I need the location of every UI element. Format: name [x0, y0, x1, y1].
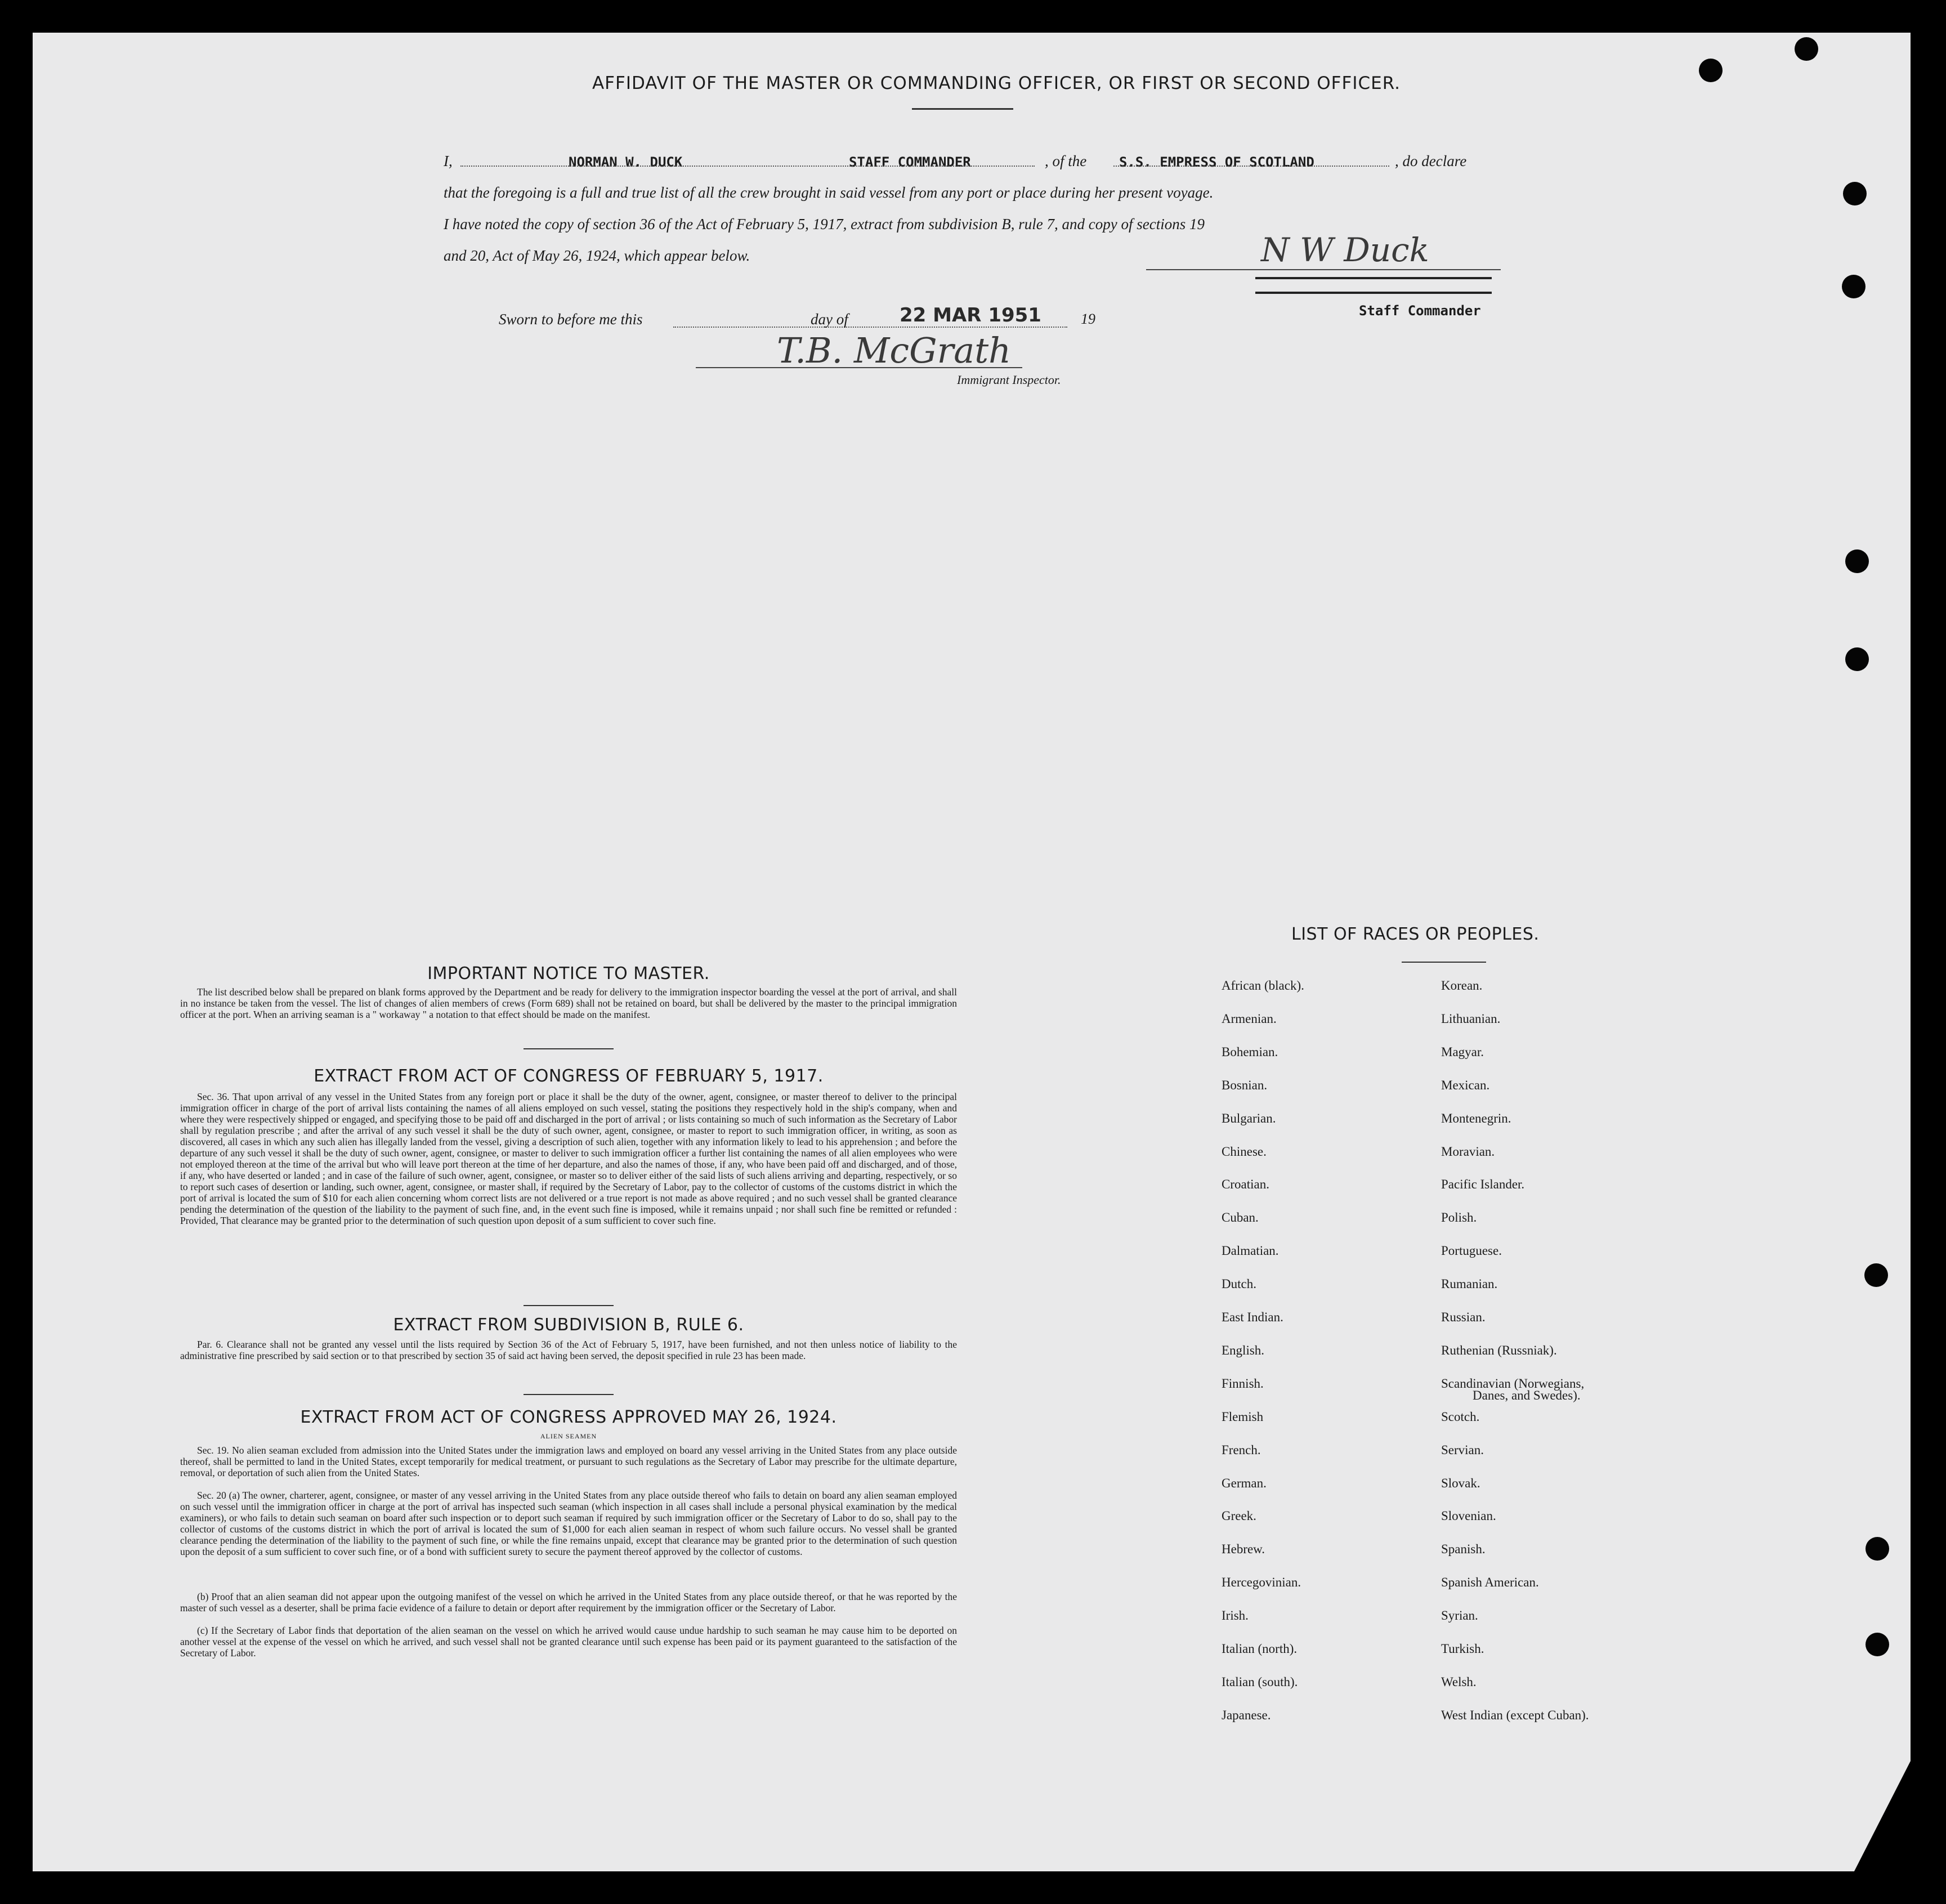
race-item: Polish.	[1441, 1210, 1477, 1225]
master-name: NORMAN W. DUCK	[569, 154, 683, 170]
punch-hole	[1866, 1537, 1889, 1561]
race-item: Pacific Islander.	[1441, 1177, 1525, 1192]
declaration-line-4: and 20, Act of May 26, 1924, which appear below.	[444, 247, 750, 264]
race-item: Bosnian.	[1222, 1078, 1268, 1092]
race-item: East Indian.	[1222, 1310, 1283, 1324]
race-item-continuation: Danes, and Swedes).	[1473, 1388, 1581, 1402]
race-item: Spanish.	[1441, 1542, 1486, 1557]
race-item: Ruthenian (Russniak).	[1441, 1343, 1557, 1357]
title-divider	[912, 108, 1013, 110]
declaration-line-3: I have noted the copy of section 36 of the Act of February 5, 1917, extract from subdivision B, rule 7, and copy of sections 19	[444, 216, 1205, 233]
race-item: Spanish American.	[1441, 1575, 1539, 1590]
inspector-signature: T.B. McGrath	[777, 330, 1012, 371]
race-item: Slovenian.	[1441, 1509, 1496, 1523]
punch-hole	[1842, 275, 1866, 298]
notice-title: IMPORTANT NOTICE TO MASTER.	[427, 964, 710, 984]
race-item: West Indian (except Cuban).	[1441, 1708, 1589, 1722]
extract-1924-title: EXTRACT FROM ACT OF CONGRESS APPROVED MAY 26, 1924.	[300, 1407, 837, 1427]
race-item: Irish.	[1222, 1608, 1249, 1623]
race-item: Portuguese.	[1441, 1244, 1502, 1258]
punch-hole	[1866, 1633, 1889, 1656]
inspector-line	[696, 367, 1022, 368]
race-item: English.	[1222, 1343, 1265, 1357]
race-item: Cuban.	[1222, 1210, 1259, 1225]
race-item: Armenian.	[1222, 1011, 1277, 1026]
notice-text: The list described below shall be prepared on blank forms approved by the Department and be ready for delivery to the immigration inspector boarding the vessel at the port of arrival, and shall in no instance be taken from the vessel. The list of changes of alien members of crews (Form 689) shall not be retained on board, but shall be delivered by the master to the principal immigration officer at the port. When an arriving seaman is a " workaway " a notation to that effect should be made on the manifest.	[180, 986, 957, 1020]
race-item: Hebrew.	[1222, 1542, 1265, 1557]
extract-1924-subtitle: ALIEN SEAMEN	[540, 1432, 597, 1440]
rule6-title: EXTRACT FROM SUBDIVISION B, RULE 6.	[393, 1315, 744, 1335]
races-divider	[1402, 962, 1486, 963]
pronoun: I,	[444, 153, 453, 169]
rule6-divider	[524, 1394, 614, 1395]
race-item: Servian.	[1441, 1442, 1484, 1457]
race-item: Chinese.	[1222, 1144, 1267, 1159]
race-item: French.	[1222, 1442, 1261, 1457]
race-item: Hercegovinian.	[1222, 1575, 1301, 1590]
race-item: Turkish.	[1441, 1642, 1484, 1656]
race-item: Lithuanian.	[1441, 1011, 1501, 1026]
race-item: Dalmatian.	[1222, 1244, 1279, 1258]
year-prefix: 19	[1081, 311, 1095, 327]
race-item: Croatian.	[1222, 1177, 1269, 1192]
punch-hole	[1864, 1263, 1888, 1287]
sworn-date-stamp: 22 MAR 1951	[900, 304, 1041, 327]
punch-hole	[1843, 182, 1867, 205]
affidavit-title: AFFIDAVIT OF THE MASTER OR COMMANDING OFFICER, OR FIRST OR SECOND OFFICER.	[592, 73, 1401, 93]
rule6-text: Par. 6. Clearance shall not be granted any vessel until the lists required by Section 36 of the Act of February 5, 1917, have been furnished, and not then unless notice of liability to the administrative fine prescribed by said section or to that prescribed by section 35 of said act having been served, the deposit specified in rule 23 has been made.	[180, 1339, 957, 1361]
race-item: Flemish	[1222, 1409, 1264, 1424]
race-item: Japanese.	[1222, 1708, 1271, 1722]
race-item: African (black).	[1222, 978, 1304, 993]
master-signature: N W Duck	[1261, 231, 1429, 269]
race-item: Korean.	[1441, 978, 1483, 993]
inspector-title: Immigrant Inspector.	[957, 373, 1061, 387]
extract-1917-title: EXTRACT FROM ACT OF CONGRESS OF FEBRUARY 5, 1917.	[314, 1066, 824, 1086]
race-item: Slovak.	[1441, 1476, 1480, 1490]
signature-line	[1146, 269, 1501, 270]
race-item: Greek.	[1222, 1509, 1256, 1523]
race-item: Rumanian.	[1441, 1277, 1498, 1291]
race-item: Moravian.	[1441, 1144, 1495, 1159]
punch-hole	[1795, 37, 1818, 61]
declaration-line-2: that the foregoing is a full and true list of all the crew brought in said vessel from any port or place during her present voyage.	[444, 184, 1214, 201]
extract-1917-text: Sec. 36. That upon arrival of any vessel in the United States from any foreign port or place it shall be the duty of the owner, agent, consignee, or master thereof to deliver to the principal immigration officer in charge of the port of arrival lists containing the names of all aliens employed on such vessel, stating the positions they respectively hold in the ship's company, when and where they were respectively shipped or engaged, and specifying those to be paid off and discharged in the port of arrival ; or lists containing so much of such information as the Secretary of Labor shall by regulation prescribe ; and after the arrival of any such vessel it shall be the duty of such owner, agent, consignee, or master to report to such immigration officer, in writing, as soon as discovered, all cases in which any such alien has illegally landed from the vessel, giving a description of such alien, together with any information likely to lead to his apprehension ; and before the departure of any such vessel it shall be the duty of such owner, agent, consignee, or master to deliver to such immigration officer a further list containing the names of all alien employees who were not employed thereon at the time of the arrival but who will leave port thereon at the time of her departure, and also the names of those, if any, who have been paid off and discharged, and of those, if any, who have deserted or landed ; and in case of the failure of such owner, agent, consignee, or master so to deliver either of the said lists of such aliens arriving and departing, respectively, or so to report such cases of desertion or landing, such owner, agent, consignee, or master shall, if required by the Secretary of Labor, pay to the collector of customs of the customs district in which the port of arrival is located the sum of $10 for each alien concerning whom correct lists are not delivered or a true report is not made as above required ; and no such vessel shall be granted clearance pending the determination of the question of the liability to the payment of such fine, and, in the event such fine is imposed, while it remains unpaid ; nor shall such fine be remitted or refunded : Provided, That clearance may be granted prior to the determination of such question upon deposit of a sum sufficient to cover such fine.	[180, 1091, 957, 1226]
race-item: Dutch.	[1222, 1277, 1256, 1291]
race-item: Bulgarian.	[1222, 1111, 1276, 1125]
race-item: Montenegrin.	[1441, 1111, 1511, 1125]
struck-signer-line	[1255, 277, 1492, 294]
of-the-label: , of the	[1045, 153, 1087, 169]
vessel-underline	[1113, 166, 1389, 167]
extract-1917-divider	[524, 1305, 614, 1306]
race-item: Mexican.	[1441, 1078, 1490, 1092]
race-item: Italian (south).	[1222, 1674, 1298, 1689]
race-item: Russian.	[1441, 1310, 1486, 1324]
race-item: Scandinavian (Norwegians,	[1441, 1376, 1585, 1391]
race-item: Syrian.	[1441, 1608, 1478, 1623]
punch-hole	[1699, 59, 1723, 82]
master-rank: STAFF COMMANDER	[849, 154, 971, 170]
sworn-label: Sworn to before me this	[499, 311, 643, 328]
race-item: German.	[1222, 1476, 1267, 1490]
vessel-name: S.S. EMPRESS OF SCOTLAND	[1119, 154, 1314, 170]
races-title: LIST OF RACES OR PEOPLES.	[1291, 924, 1540, 944]
name-underline	[460, 166, 1035, 167]
sec-20a-text: Sec. 20 (a) The owner, charterer, agent, consignee, or master of any vessel arriving in the United States from any place outside thereof who fails to detain on board any alien seaman employed on such vessel until the immigration officer in charge at the port of arrival has inspected such seaman (which inspection in all cases shall include a personal physical examination by the medical examiners), or who fails to detain such seaman on board after such inspection or to deport such seaman if required by such immigration officer or the Secretary of Labor to do so, shall pay to the collector of customs of the customs district in which the port of arrival is located the sum of $1,000 for each alien seaman in respect of whom such failure occurs. No vessel shall be granted clearance pending the determination of the liability to the payment of such fine, or while the fine remains unpaid, except that clearance may be granted prior to the determination of such question upon the deposit of a sum sufficient to cover such fine, or of a bond with sufficient surety to secure the payment thereof approved by the collector of customs.	[180, 1490, 957, 1557]
sworn-underline	[673, 327, 1067, 328]
race-item: Scotch.	[1441, 1409, 1480, 1424]
declare-label: , do declare	[1395, 153, 1467, 169]
sec-19-text: Sec. 19. No alien seaman excluded from admission into the United States under the immigration laws and employed on board any vessel arriving in the United States from any place outside thereof, shall be permitted to land in the United States, except temporarily for medical treatment, or pursuant to such regulations as the Secretary of Labor may prescribe for the ultimate departure, removal, or deportation of such alien from the United States.	[180, 1445, 957, 1478]
notice-divider	[524, 1048, 614, 1049]
race-item: Finnish.	[1222, 1376, 1264, 1391]
race-item: Magyar.	[1441, 1044, 1484, 1059]
sec-20b-text: (b) Proof that an alien seaman did not appear upon the outgoing manifest of the vessel on which he arrived in the United States from any place outside thereof, or that he was reported by the master of such vessel as a deserter, shall be prima facie evidence of a failure to detain or deport after requirement by the immigration officer or the Secretary of Labor.	[180, 1591, 957, 1614]
signer-title: Staff Commander	[1359, 303, 1481, 319]
race-item: Welsh.	[1441, 1674, 1477, 1689]
sec-20c-text: (c) If the Secretary of Labor finds that deportation of the alien seaman on the vessel on which he arrived would cause undue hardship to such seaman he may cause him to be deported on another vessel at the expense of the vessel on which he arrived, and such vessel shall not be granted clearance until such expense has been paid or its payment guaranteed to the satisfaction of the Secretary of Labor.	[180, 1625, 957, 1659]
punch-hole	[1845, 647, 1869, 671]
race-item: Bohemian.	[1222, 1044, 1278, 1059]
race-item: Italian (north).	[1222, 1642, 1298, 1656]
day-label: day of	[811, 311, 848, 328]
punch-hole	[1845, 549, 1869, 573]
